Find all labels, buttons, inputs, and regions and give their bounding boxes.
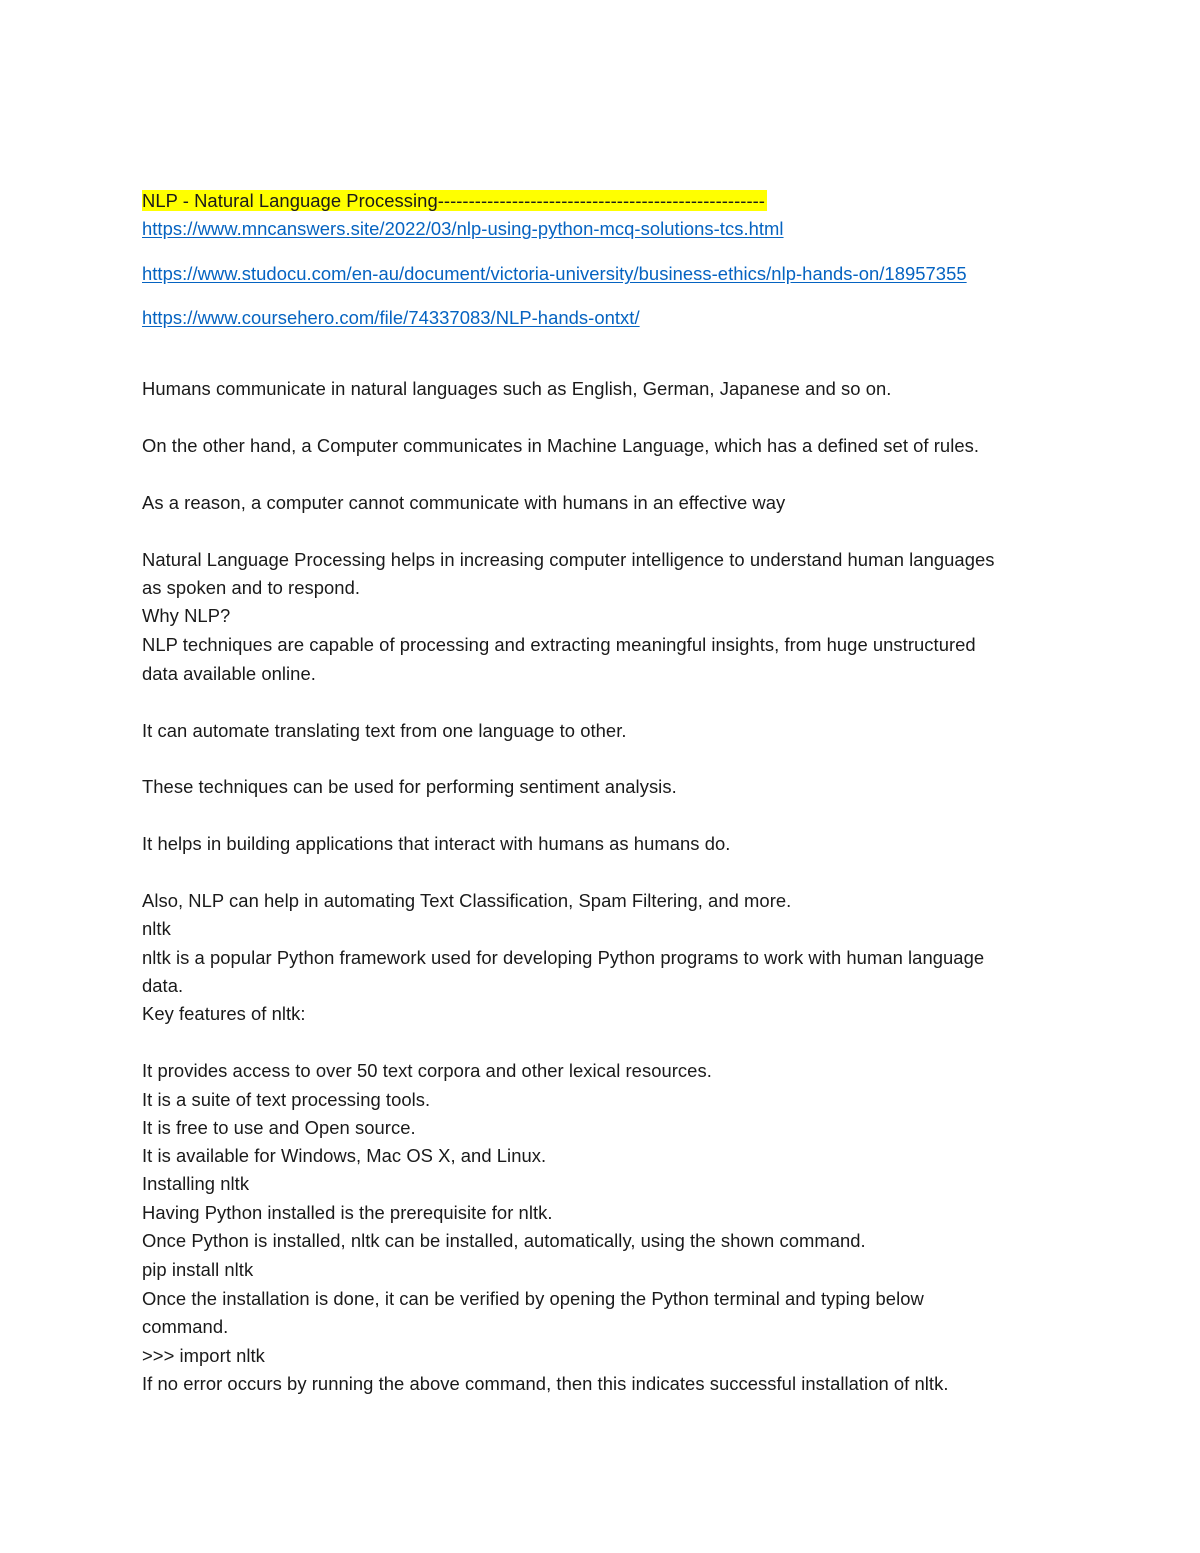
reference-link-3[interactable] (142, 307, 640, 329)
paragraph-line: Having Python installed is the prerequisite for nltk. (142, 1202, 553, 1223)
paragraph-line: NLP techniques are capable of processing and extracting meaningful insights, from huge unstructured (142, 634, 976, 655)
feature-line: It is available for Windows, Mac OS X, and Linux. (142, 1145, 547, 1166)
reference-link-2[interactable] (142, 263, 967, 285)
feature-line: It provides access to over 50 text corpora and other lexical resources. (142, 1060, 712, 1081)
paragraph-line: data. (142, 975, 184, 996)
paragraph-line: If no error occurs by running the above command, then this indicates successful installation of nltk. (142, 1373, 949, 1394)
highlighted-title: NLP - Natural Language Processing----------------------------------------------------- (142, 190, 765, 211)
heading-why-nlp: Why NLP? (142, 605, 231, 626)
paragraph-line: These techniques can be used for performing sentiment analysis. (142, 776, 677, 797)
paragraph-line: It helps in building applications that interact with humans as humans do. (142, 833, 731, 854)
paragraph-line: It can automate translating text from one language to other. (142, 720, 627, 741)
command-pip-install: pip install nltk (142, 1259, 254, 1280)
paragraph-line: as spoken and to respond. (142, 577, 361, 598)
reference-link-1[interactable] (142, 218, 784, 240)
feature-line: It is free to use and Open source. (142, 1117, 416, 1138)
heading-installing-nltk: Installing nltk (142, 1173, 250, 1194)
paragraph-line: command. (142, 1316, 229, 1337)
link-coursehero[interactable]: https://www.coursehero.com/file/74337083/NLP-hands-ontxt/ (142, 307, 640, 328)
paragraph-line: Once Python is installed, nltk can be installed, automatically, using the shown command. (142, 1230, 866, 1251)
page-title (142, 190, 767, 212)
paragraph-line: data available online. (142, 663, 316, 684)
feature-line: It is a suite of text processing tools. (142, 1089, 431, 1110)
link-studocu[interactable]: https://www.studocu.com/en-au/document/victoria-university/business-ethics/nlp-hands-on/18957355 (142, 263, 967, 284)
heading-nltk: nltk (142, 918, 171, 939)
link-mncanswers[interactable]: https://www.mncanswers.site/2022/03/nlp-using-python-mcq-solutions-tcs.html (142, 218, 784, 239)
command-import-nltk: >>> import nltk (142, 1345, 265, 1366)
paragraph-line: On the other hand, a Computer communicates in Machine Language, which has a defined set of rules. (142, 435, 980, 456)
paragraph-line: Once the installation is done, it can be verified by opening the Python terminal and typing below (142, 1288, 924, 1309)
heading-key-features: Key features of nltk: (142, 1003, 306, 1024)
paragraph-line: Also, NLP can help in automating Text Classification, Spam Filtering, and more. (142, 890, 792, 911)
paragraph-line: nltk is a popular Python framework used for developing Python programs to work with human language (142, 947, 985, 968)
paragraph-line: Humans communicate in natural languages such as English, German, Japanese and so on. (142, 378, 892, 399)
paragraph-line: Natural Language Processing helps in increasing computer intelligence to understand human languages (142, 549, 995, 570)
paragraph-line: As a reason, a computer cannot communicate with humans in an effective way (142, 492, 786, 513)
